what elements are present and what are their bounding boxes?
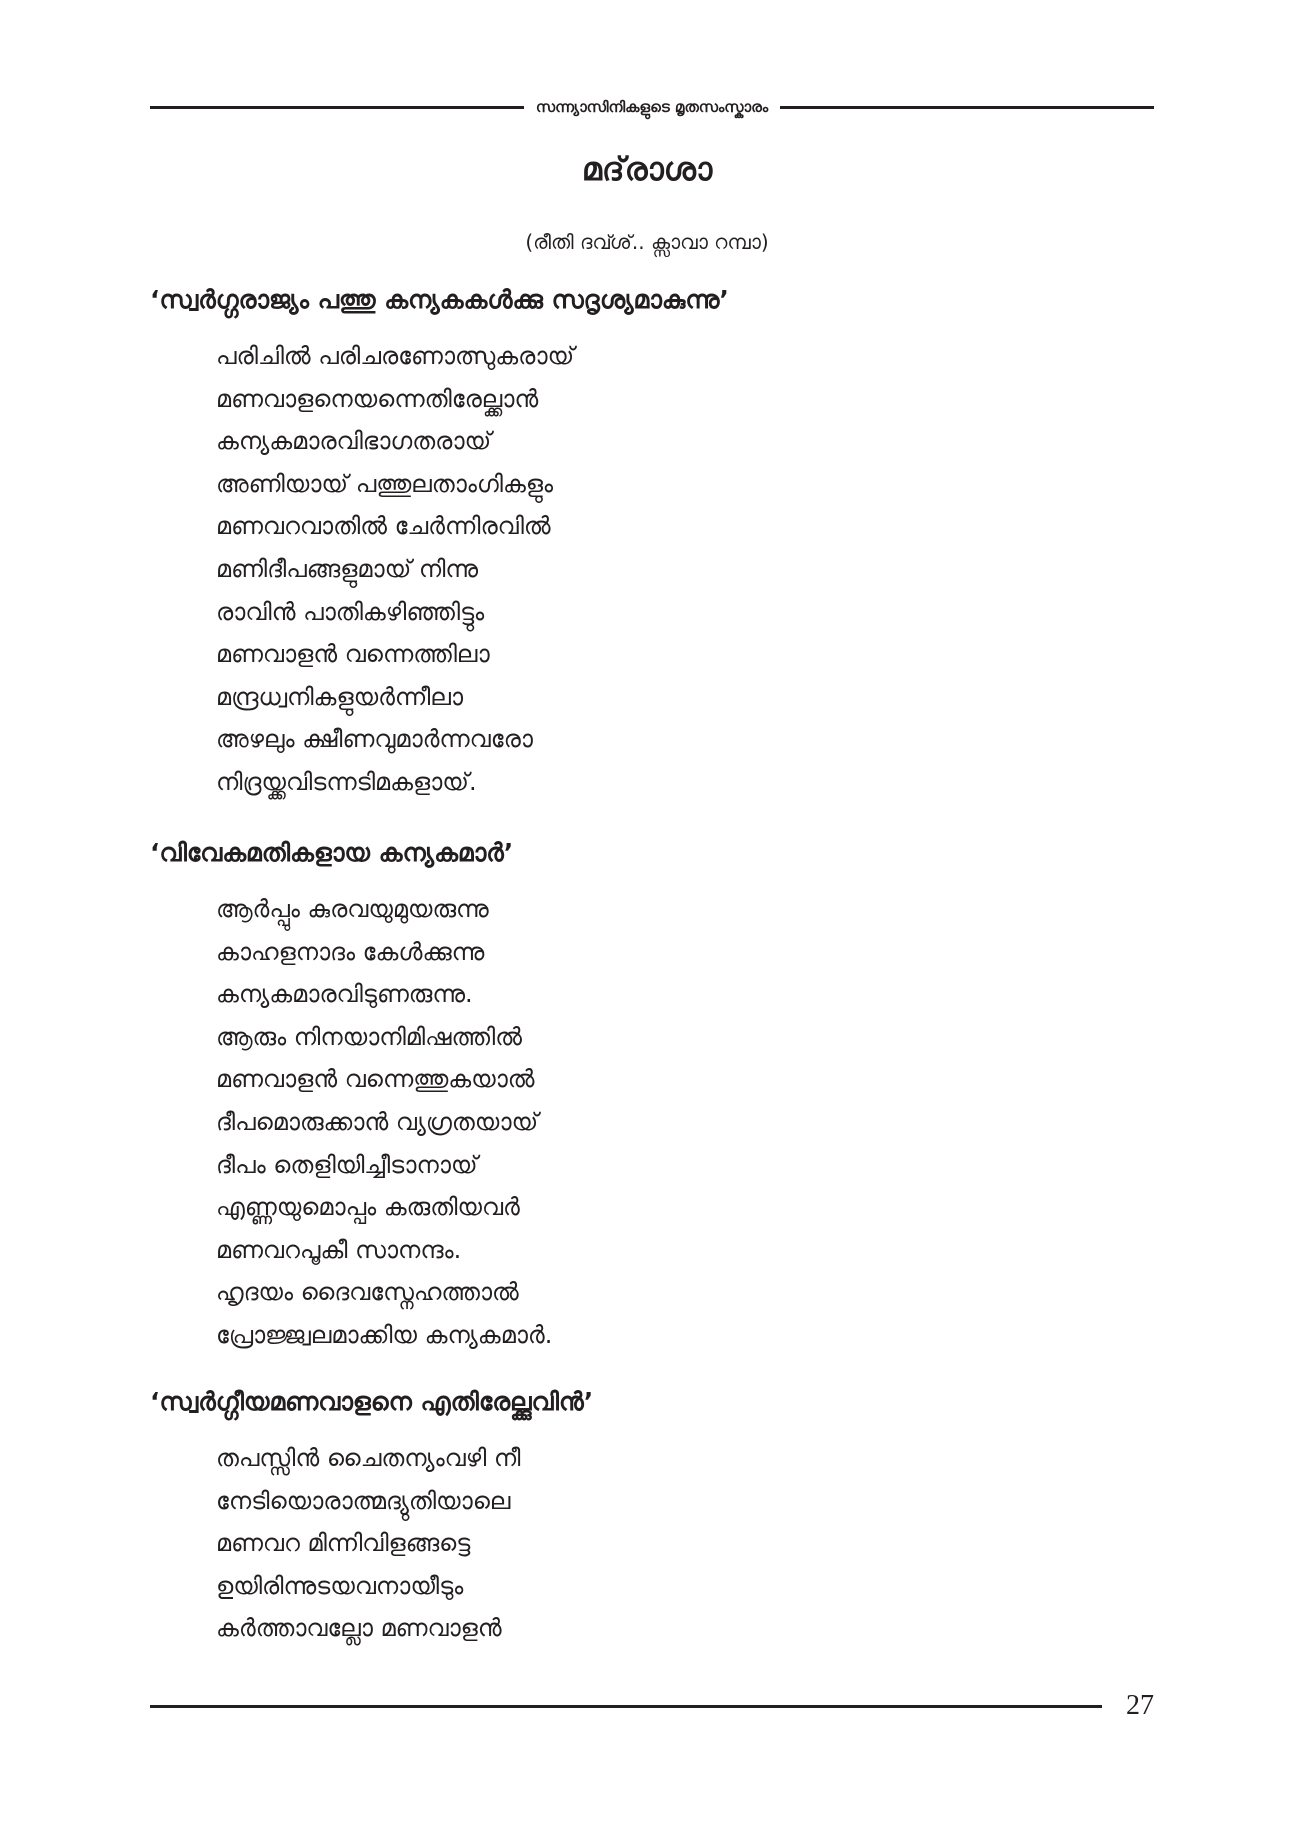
section-heading: ‘വിവേകമതികളായ കന്യകമാർ’ xyxy=(150,838,514,867)
section-1 xyxy=(150,285,1150,804)
verse-line: മണിദീപങ്ങളുമായ് നിന്നു xyxy=(216,554,479,583)
page-footer xyxy=(150,1688,1154,1724)
verse-line: ആർപ്പും കുരവയുമുയരുന്നു xyxy=(216,895,489,923)
verse-line: ആരും നിനയാനിമിഷത്തിൽ xyxy=(216,1022,522,1051)
verse-line: കന്യകമാരവിഭാഗതരായ് xyxy=(216,427,492,456)
verse-line: മണവാളൻ വന്നെത്തിലാ xyxy=(216,640,490,669)
header-rule-right xyxy=(780,106,1154,109)
section-heading: ‘സ്വർഗ്ഗരാജ്യം പത്തു കന്യകകൾക്കു സദൃശ്യമാകുന്നു’ xyxy=(150,285,729,314)
verse-line: അണിയായ് പത്തുലതാംഗികളും xyxy=(216,469,554,498)
running-title: സന്ന്യാസിനികളുടെ മൃതസംസ്കാരം xyxy=(535,98,769,116)
verse-line: മണവാളനെയന്നെതിരേല്ക്കാൻ xyxy=(216,384,539,413)
verse-line: മണവറ മിന്നിവിളങ്ങട്ടെ xyxy=(216,1529,471,1558)
verse-line: പരിചിൽ പരിചരണോത്സുകരായ് xyxy=(216,342,575,370)
page-number: 27 xyxy=(1126,1690,1154,1721)
verse-line: നിദ്രയ്ക്കവിടന്നടിമകളായ്. xyxy=(216,767,477,796)
verse-line: അഴലും ക്ഷീണവുമാർന്നവരോ xyxy=(216,725,533,754)
verse-line: മണവറപൂകീ സാനന്ദം. xyxy=(216,1235,462,1264)
section-3 xyxy=(150,1387,1150,1650)
verse-line: കർത്താവല്ലോ മണവാളൻ xyxy=(216,1614,502,1643)
page-subtitle: (രീതി ദവ്ശ്.. ക്സാവാ റമ്പാ) xyxy=(525,230,769,254)
verse-lines xyxy=(216,335,1150,804)
verse-line: ദീപം തെളിയിച്ചീടാനായ് xyxy=(216,1150,478,1179)
header-rule-left xyxy=(150,106,524,109)
footer-rule xyxy=(150,1705,1102,1708)
verse-line: കാഹളനാദം കേൾക്കുന്നു xyxy=(216,937,485,966)
verse-lines xyxy=(216,888,1150,1357)
verse-line: തപസ്സിൻ ചൈതന്യംവഴി നീ xyxy=(216,1444,521,1472)
verse-line: മന്ദ്രധ്വനികളുയർന്നീലാ xyxy=(216,682,464,711)
verse-line: മണവറവാതിൽ ചേർന്നിരവിൽ xyxy=(216,512,551,541)
verse-line: നേടിയൊരാത്മദ്യുതിയാലെ xyxy=(216,1486,511,1515)
verse-line: കന്യകമാരവിടുണരുന്നു. xyxy=(216,980,473,1009)
verse-line: ഹൃദയം ദൈവസ്നേഹത്താൽ xyxy=(216,1278,519,1307)
section-2 xyxy=(150,838,1150,1357)
running-header xyxy=(150,92,1154,122)
verse-line: എണ്ണയുമൊപ്പം കരുതിയവർ xyxy=(216,1193,520,1222)
verse-line: മണവാളൻ വന്നെത്തുകയാൽ xyxy=(216,1065,535,1094)
verse-lines xyxy=(216,1437,1150,1650)
verse-line: രാവിൻ പാതികഴിഞ്ഞിട്ടും xyxy=(216,597,485,626)
verse-line: ഉയിരിന്നുടയവനായീടും xyxy=(216,1571,464,1600)
verse-line: പ്രോജ്ജ്വലമാക്കിയ കന്യകമാർ. xyxy=(216,1320,553,1349)
verse-line: ദീപമൊരുക്കാൻ വ്യഗ്രതയായ് xyxy=(216,1107,539,1136)
page-title: മദ്‌രാശാ xyxy=(581,150,713,188)
section-heading: ‘സ്വർഗ്ഗീയമണവാളനെ എതിരേല്ക്കുവിൻ’ xyxy=(150,1387,594,1416)
